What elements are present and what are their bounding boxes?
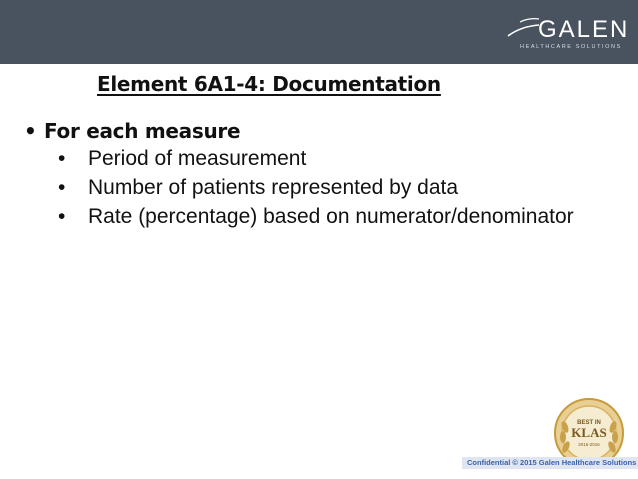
bullet-dot-icon: • — [58, 205, 66, 228]
bullet-dot-icon: • — [58, 176, 66, 199]
bullet-main-text: For each measure — [44, 119, 241, 143]
bullet-list — [24, 118, 624, 231]
sub-bullet — [24, 173, 608, 202]
sub-bullet — [24, 144, 608, 173]
logo-wordmark: GALEN — [538, 16, 630, 43]
bullet-dot-icon: • — [58, 147, 66, 170]
slide-title: Element 6A1-4: Documentation — [97, 72, 441, 96]
bullet-dot-icon: • — [24, 119, 37, 143]
sub-bullet-text: Number of patients represented by data — [88, 176, 459, 199]
sub-bullet-text: Rate (percentage) based on numerator/denominator — [88, 205, 574, 228]
confidential-notice: Confidential © 2015 Galen Healthcare Solutions — [467, 458, 637, 467]
badge-line2: KLAS — [571, 425, 607, 440]
header-bar — [0, 0, 638, 64]
bullet-main — [24, 118, 624, 144]
logo-tagline: HEALTHCARE SOLUTIONS — [520, 44, 622, 50]
sub-bullet-text: Period of measurement — [88, 147, 307, 170]
swoosh-icon — [506, 16, 540, 38]
sub-bullet — [24, 202, 608, 231]
badge-line3: 2015-2016 — [578, 442, 600, 447]
galen-logo — [506, 14, 630, 54]
badge-line1: BEST IN — [577, 420, 601, 426]
